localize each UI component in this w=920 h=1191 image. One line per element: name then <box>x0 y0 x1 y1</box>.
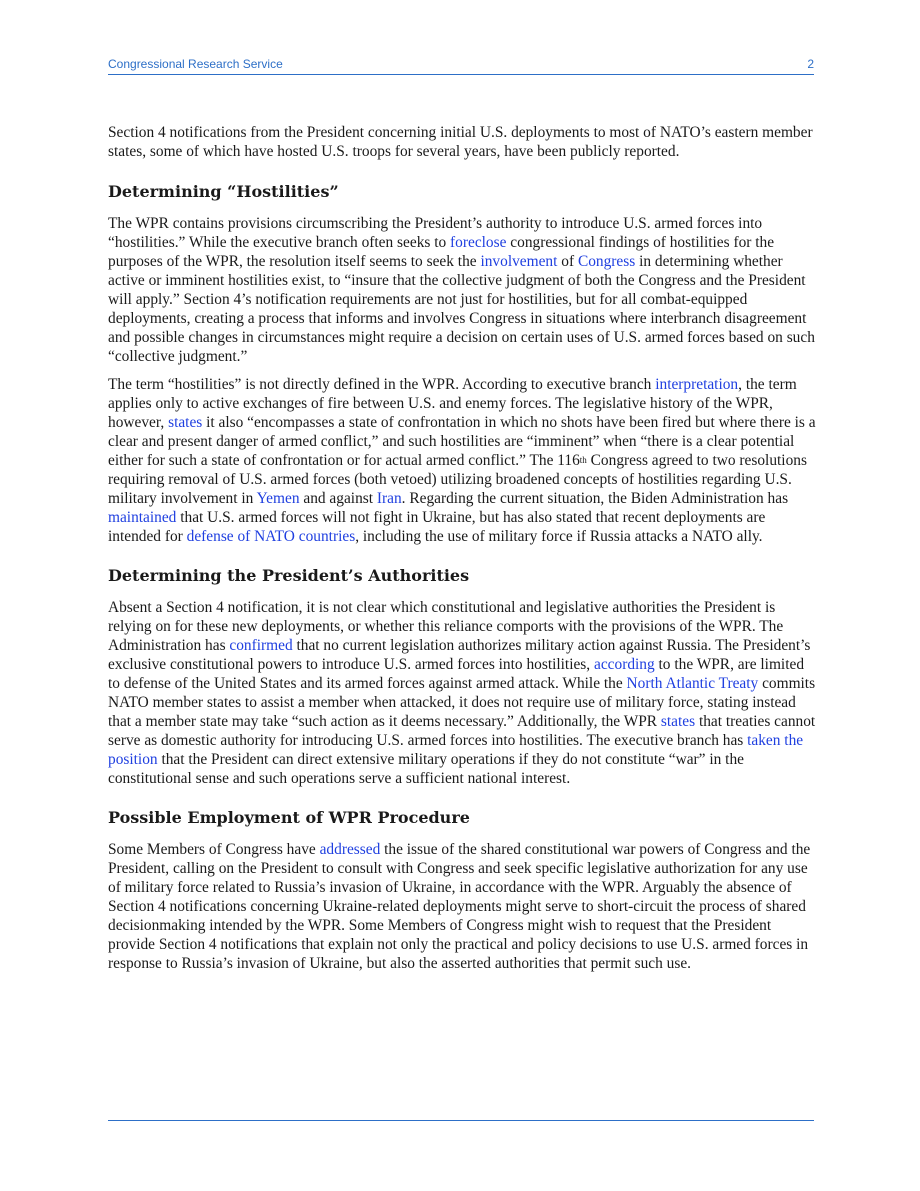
paragraph-text: of <box>557 253 578 270</box>
link-foreclose[interactable]: foreclose <box>450 234 507 251</box>
paragraph-text: that U.S. armed forces will not fight in Ukraine, but has also stated that recent deployments are intended for <box>108 509 766 545</box>
document-body <box>108 123 818 982</box>
intro-paragraph: Section 4 notifications from the President concerning initial U.S. deployments to most of NATO’s eastern member states, some of which have hosted U.S. troops for several years, have been publicly reported. <box>108 124 813 160</box>
header-rule <box>108 74 814 75</box>
paragraph-text: , including the use of military force if Russia attacks a NATO ally. <box>355 528 763 545</box>
paragraph-text: that the President can direct extensive military operations if they do not constitute “war” in the constitutional sense and such operations serve a sufficient national interest. <box>108 751 744 787</box>
paragraph-text: , the term applies only to active exchanges of fire between U.S. and enemy forces. The legislative history of the WPR, however, <box>108 376 797 431</box>
link-according[interactable]: according <box>594 656 655 673</box>
paragraph-text: it also “encompasses a state of confrontation in which no shots have been fired but where there is a clear and present danger of armed conflict,” and such hostilities are “imminent” when “there is a clear potential either for such a state of confrontation or for actual armed conflict.” The 116 <box>108 414 816 469</box>
paragraph <box>108 840 818 973</box>
ordinal-superscript: th <box>579 455 587 465</box>
link-taken-the-position[interactable]: taken the position <box>108 732 804 768</box>
link-confirmed[interactable]: confirmed <box>229 637 293 654</box>
link-congress[interactable]: Congress <box>577 253 636 270</box>
section-heading-hostilities: Determining “Hostilities” <box>108 182 339 201</box>
paragraph-text: the issue of the shared constitutional war powers of Congress and the President, calling on the President to consult with Congress and seek specific legislative authorization for any use of military force related to Russia’s invasion of Ukraine, in accordance with the WPR. Arguably the absence of Section 4 notifications concerning Ukraine-related deployments might serve to short-circuit the process of shared decisionmaking intended by the WPR. Some Members of Congress might wish to request that the President provide Section 4 notifications that explain not only the practical and policy decisions to use U.S. armed forces in response to Russia’s invasion of Ukraine, but also the asserted authorities that permit such use. <box>108 841 811 972</box>
paragraph-text: to the WPR, are limited to defense of the United States and its armed forces against armed attack. While the <box>108 656 805 692</box>
section-heading-wpr-procedure: Possible Employment of WPR Procedure <box>108 808 470 827</box>
paragraph-text: The term “hostilities” is not directly defined in the WPR. According to executive branch <box>108 376 656 393</box>
section-heading-authorities: Determining the President’s Authorities <box>108 566 470 585</box>
page-header <box>108 57 814 72</box>
link-addressed[interactable]: addressed <box>319 841 381 858</box>
paragraph-text: . Regarding the current situation, the Biden Administration has <box>401 490 789 507</box>
link-involvement[interactable]: involvement <box>480 253 558 270</box>
paragraph-text: The WPR contains provisions circumscribing the President’s authority to introduce U.S. armed forces into “hostilities.” While the executive branch often seeks to <box>108 215 763 251</box>
paragraph-text: congressional findings of hostilities for the purposes of the WPR, the resolution itself seems to seek the <box>108 234 775 270</box>
link-states[interactable]: states <box>660 713 696 730</box>
header-source: Congressional Research Service <box>108 57 283 71</box>
link-interpretation[interactable]: interpretation <box>655 376 739 393</box>
paragraph <box>108 214 818 366</box>
link-maintained[interactable]: maintained <box>108 509 177 526</box>
paragraph-text: commits NATO member states to assist a member when attacked, it does not require use of military force, stating instead that a member state may take “such action as it deems necessary.” Additionally, the WPR <box>108 675 816 730</box>
link-states[interactable]: states <box>168 414 203 431</box>
paragraph-text: and against <box>299 490 377 507</box>
paragraph-text: Some Members of Congress have <box>108 841 320 858</box>
paragraph-text: that no current legislation authorizes military action against Russia. The President’s exclusive constitutional powers to introduce U.S. armed forces into hostilities, <box>108 637 811 673</box>
paragraph-text: Congress agreed to two resolutions requiring removal of U.S. armed forces (both vetoed) utilizing broadened concepts of hostilities regarding U.S. military involvement in <box>108 452 807 507</box>
link-defense-of-nato-countries[interactable]: defense of NATO countries <box>186 528 356 545</box>
paragraph-text: that treaties cannot serve as domestic authority for introducing U.S. armed forces into hostilities. The executive branch has <box>108 713 816 749</box>
paragraph <box>108 375 818 546</box>
paragraph-text: in determining whether active or imminent hostilities exist, to “insure that the collective judgment of both the Congress and the President will apply.” Section 4’s notification requirements are not just for hostilities, but for all combat-equipped deployments, creating a process that informs and involves Congress in situations where interbranch disagreement and possible changes in circumstances might require a decision on certain uses of U.S. armed forces based on such “collective judgment.” <box>108 253 815 365</box>
link-yemen[interactable]: Yemen <box>256 490 300 507</box>
footer-rule <box>108 1120 814 1121</box>
paragraph <box>108 598 818 788</box>
link-iran[interactable]: Iran <box>376 490 402 507</box>
paragraph-text: Absent a Section 4 notification, it is not clear which constitutional and legislative authorities the President is relying on for these new deployments, or whether this reliance comports with the provisions of the WPR. The Administration has <box>108 599 784 654</box>
page-number: 2 <box>807 57 814 71</box>
link-north-atlantic-treaty[interactable]: North Atlantic Treaty <box>626 675 759 692</box>
